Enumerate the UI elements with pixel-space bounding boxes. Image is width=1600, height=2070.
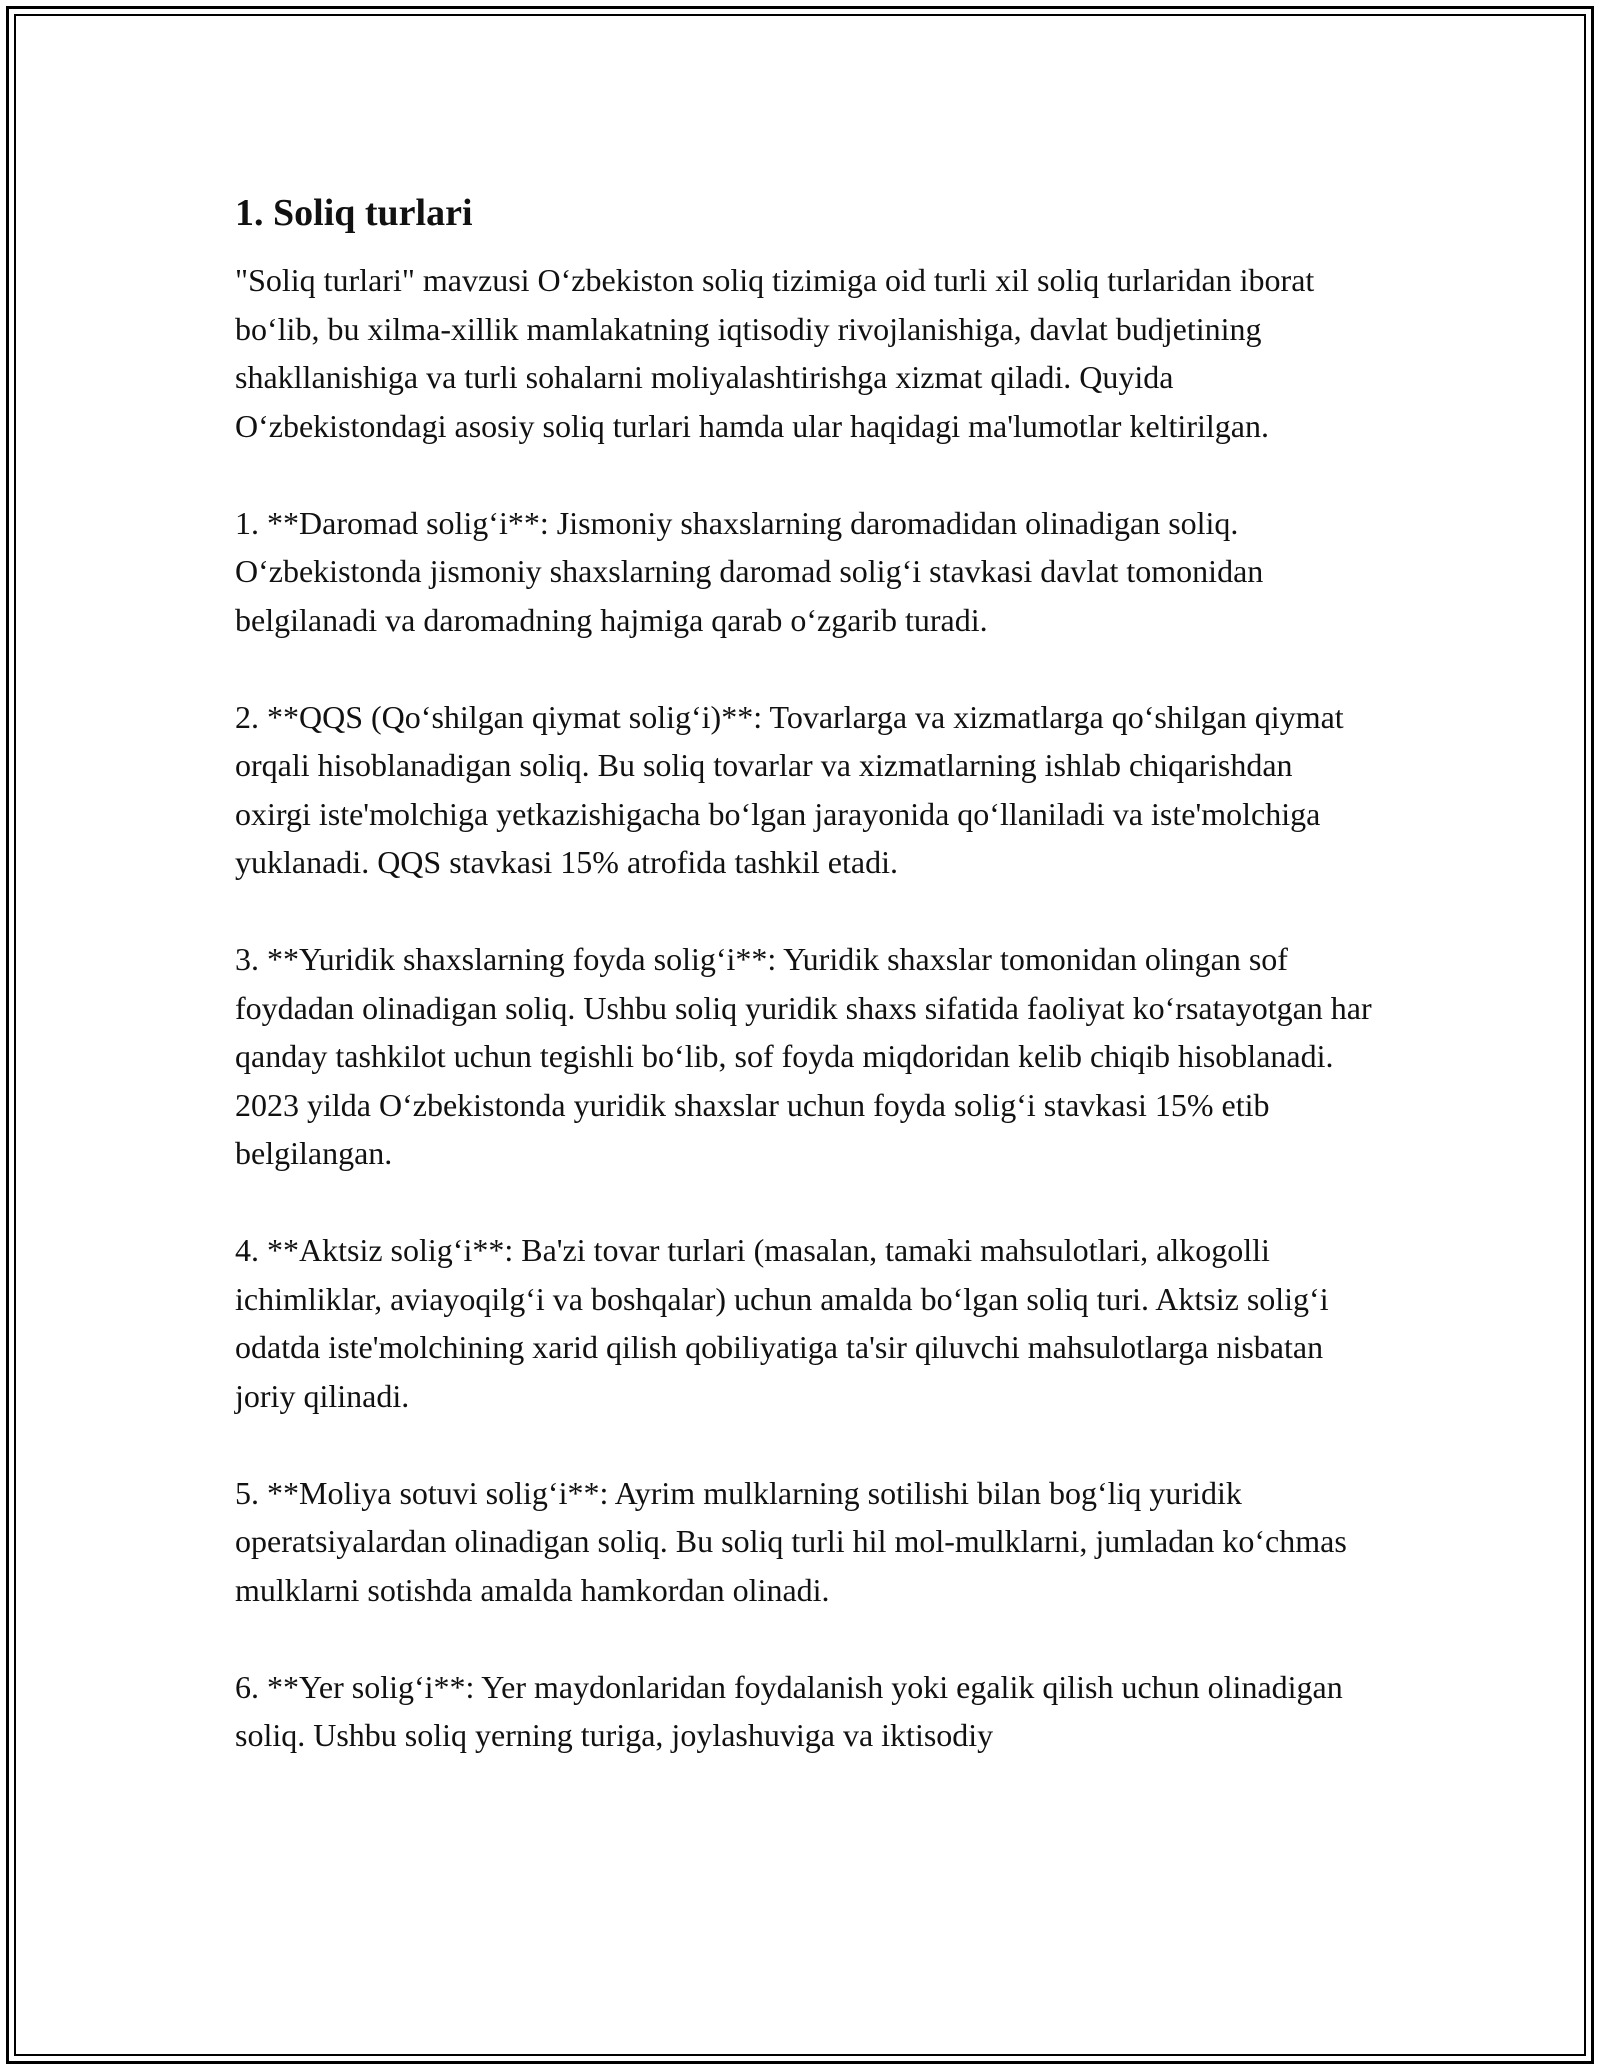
document-body	[235, 188, 1375, 1808]
paragraph-yer-soligi: 6. **Yer solig‘i**: Yer maydonlaridan foydalanish yoki egalik qilish uchun olinadigan soliq. Ushbu soliq yerning turiga, joylashuviga va iktisodiy	[235, 1668, 1343, 1753]
paragraph-aktsiz-soligi: 4. **Aktsiz solig‘i**: Ba'zi tovar turlari (masalan, tamaki mahsulotlari, alkogolli ichimliklar, aviayoqilg‘i va boshqalar) uchun amalda bo‘lgan soliq turi. Aktsiz solig‘i odatda iste'molchining xarid qilish qobiliyatiga ta'sir qiluvchi mahsulotlarga nisbatan joriy qilinadi.	[235, 1232, 1329, 1414]
paragraph-moliya-sotuvi-soligi: 5. **Moliya sotuvi solig‘i**: Ayrim mulklarning sotilishi bilan bog‘liq yuridik operatsiyalardan olinadigan soliq. Bu soliq turli hil mol-mulklarni, jumladan ko‘chmas mulklarni sotishda amalda hamkordan olinadi.	[235, 1474, 1347, 1608]
intro-paragraph: "Soliq turlari" mavzusi O‘zbekiston soliq tizimiga oid turli xil soliq turlaridan iborat bo‘lib, bu xilma-xillik mamlakatning iqtisodiy rivojlanishiga, davlat budjetining shakllanishiga va turli sohalarni moliyalashtirishga xizmat qiladi. Quyida O‘zbekistondagi asosiy soliq turlari hamda ular haqidagi ma'lumotlar keltirilgan.	[235, 262, 1315, 444]
paragraph-foyda-soligi: 3. **Yuridik shaxslarning foyda solig‘i**: Yuridik shaxslar tomonidan olingan sof foydadan olinadigan soliq. Ushbu soliq yuridik shaxs sifatida faoliyat ko‘rsatayotgan har qanday tashkilot uchun tegishli bo‘lib, sof foyda miqdoridan kelib chiqib hisoblanadi. 2023 yilda O‘zbekistonda yuridik shaxslar uchun foyda solig‘i stavkasi 15% etib belgilangan.	[235, 941, 1372, 1171]
section-heading: 1. Soliq turlari	[235, 192, 473, 234]
paragraph-qqs: 2. **QQS (Qo‘shilgan qiymat solig‘i)**: Tovarlarga va xizmatlarga qo‘shilgan qiymat orqali hisoblanadigan soliq. Bu soliq tovarlar va xizmatlarning ishlab chiqarishdan oxirgi iste'molchiga yetkazishigacha bo‘lgan jarayonida qo‘llaniladi va iste'molchiga yuklanadi. QQS stavkasi 15% atrofida tashkil etadi.	[235, 698, 1344, 880]
paragraph-daromad-soligi: 1. **Daromad solig‘i**: Jismoniy shaxslarning daromadidan olinadigan soliq. O‘zbekistonda jismoniy shaxslarning daromad solig‘i stavkasi davlat tomonidan belgilanadi va daromadning hajmiga qarab o‘zgarib turadi.	[235, 504, 1264, 638]
